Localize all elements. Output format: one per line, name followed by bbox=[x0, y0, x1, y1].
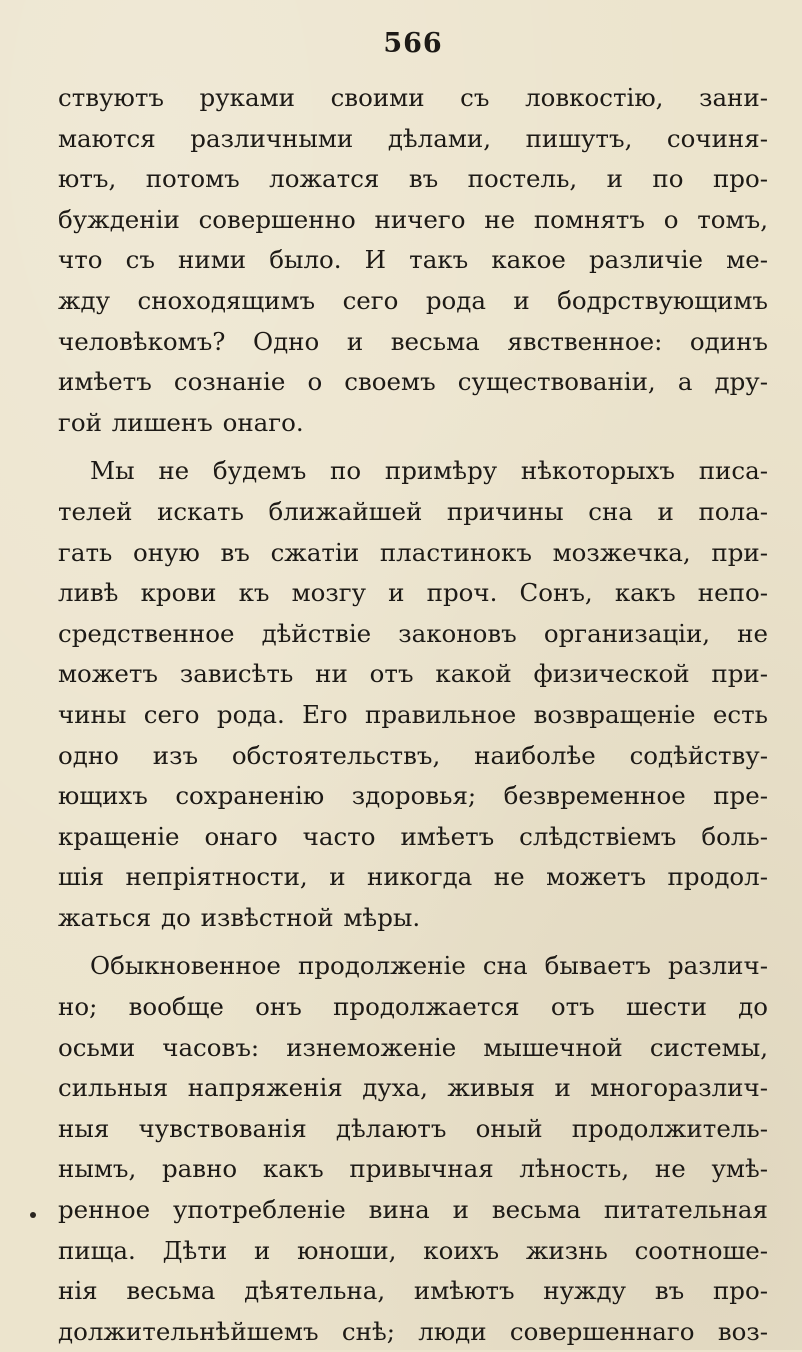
paragraph bbox=[58, 78, 768, 443]
text-line: должительнѣйшемъ снѣ; люди совершеннаго воз- bbox=[58, 1316, 768, 1346]
paragraph bbox=[58, 451, 768, 938]
text-line: ливѣ крови къ мозгу и проч. Сонъ, какъ непо- bbox=[58, 578, 768, 608]
text-line: можетъ зависѣть ни отъ какой физической при- bbox=[58, 659, 768, 689]
text-line: чины сего рода. Его правильное возвращеніе есть bbox=[58, 699, 768, 729]
text-line: сильныя напряженія духа, живыя и многоразлич- bbox=[58, 1073, 768, 1103]
text-line: средственное дѣйствіе законовъ организаціи, не bbox=[58, 618, 768, 648]
text-line: ренное употребленіе вина и весьма питательная bbox=[58, 1195, 768, 1225]
text-line: ютъ, потомъ ложатся въ постель, и по про- bbox=[58, 164, 768, 194]
paragraph bbox=[58, 946, 768, 1352]
text-line: гать оную въ сжатіи пластинокъ мозжечка, при- bbox=[58, 537, 768, 567]
text-line: кращеніе онаго часто имѣетъ слѣдствіемъ боль- bbox=[58, 821, 768, 851]
page-number: 566 bbox=[383, 28, 443, 59]
text-line: пища. Дѣти и юноши, коихъ жизнь соотноше- bbox=[58, 1235, 768, 1265]
text-line: одно изъ обстоятельствъ, наиболѣе содѣйству- bbox=[58, 740, 768, 770]
text-line: нымъ, равно какъ привычная лѣность, не умѣ- bbox=[58, 1154, 768, 1184]
text-line: маются различными дѣлами, пишутъ, сочиня- bbox=[58, 123, 768, 153]
text-line: ствуютъ руками своими съ ловкостію, зани- bbox=[58, 83, 768, 112]
text-line: жду сноходящимъ сего рода и бодрствующимъ bbox=[58, 285, 768, 315]
margin-mark bbox=[30, 1212, 36, 1218]
text-line: но; вообще онъ продолжается отъ шести до bbox=[58, 992, 768, 1022]
text-line: ющихъ сохраненію здоровья; безвременное пре- bbox=[58, 781, 768, 811]
text-line: гой лишенъ онаго. bbox=[58, 407, 304, 437]
text-line: человѣкомъ? Одно и весьма явственное: одинъ bbox=[58, 326, 768, 356]
text-line: имѣетъ сознаніе о своемъ существованіи, а дру- bbox=[58, 367, 768, 397]
text-line: нія весьма дѣятельна, имѣютъ нужду въ про- bbox=[58, 1276, 768, 1306]
text-line: что съ ними было. И такъ какое различіе ме- bbox=[58, 245, 768, 275]
text-line: жаться до извѣстной мѣры. bbox=[58, 902, 421, 932]
text-line: шія непріятности, и никогда не можетъ продол- bbox=[58, 862, 768, 892]
text-line: ныя чувствованія дѣлаютъ оный продолжитель- bbox=[58, 1113, 768, 1143]
text-line: бужденіи совершенно ничего не помнятъ о томъ, bbox=[58, 204, 768, 234]
text-line: Обыкновенное продолженіе сна бываетъ различ- bbox=[90, 951, 768, 981]
text-line: осьми часовъ: изнеможеніе мышечной системы, bbox=[58, 1032, 768, 1062]
text-line: телей искать ближайшей причины сна и пола- bbox=[58, 496, 768, 526]
text-line: Мы не будемъ по примѣру нѣкоторыхъ писа- bbox=[90, 456, 768, 486]
